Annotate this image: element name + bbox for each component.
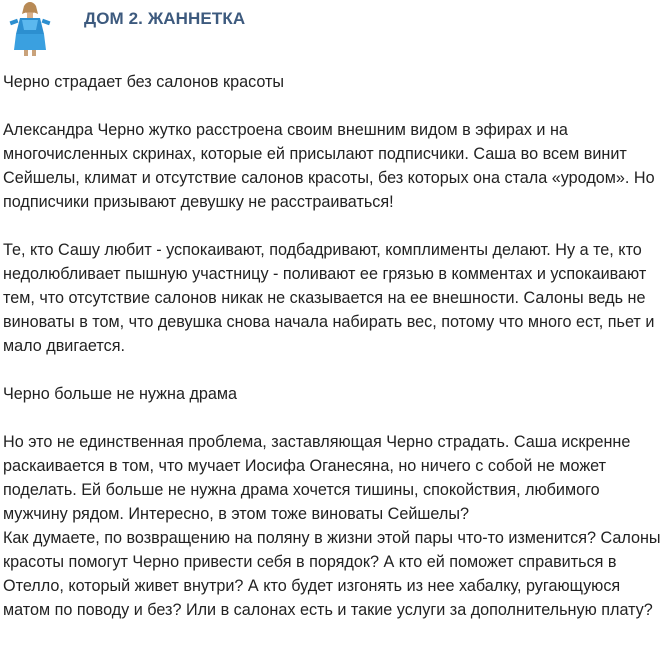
article-paragraph-1: Александра Черно жутко расстроена своим внешним видом в эфирах и на многочисленных скринах, которые ей присылают подписчики. Саша во всем винит Сейшелы, климат и отсутствие салонов красоты, без которых она стала «уродом». Но подписчики призывают девушку не расстраиваться! <box>3 121 655 211</box>
post-header <box>0 0 670 62</box>
channel-avatar[interactable] <box>0 0 60 56</box>
paragraph-gap <box>3 94 667 118</box>
article-heading-1: Черно страдает без салонов красоты <box>3 73 285 91</box>
channel-title[interactable]: ДОМ 2. ЖАННЕТКА <box>84 9 246 28</box>
article-paragraph-4: Как думаете, по возвращению на поляну в жизни этой пары что-то изменится? Салоны красоты помогут Черно привести себя в порядок? А кто ей поможет справиться в Отелло, который живет внутри? А кто будет изгонять из нее хабалку, ругающуюся матом по поводу и без? Или в салонах есть и такие услуги за дополнительную плату? <box>3 529 661 619</box>
article-heading-2: Черно больше не нужна драма <box>3 385 238 403</box>
article-paragraph-3: Но это не единственная проблема, заставляющая Черно страдать. Саша искренне раскаивается в том, что мучает Иосифа Оганесяна, но ничего с собой не может поделать. Ей больше не нужна драма хочется тишины, спокойствия, любимого мужчину рядом. Интересно, в этом тоже виноваты Сейшелы? <box>3 433 631 523</box>
paragraph-gap <box>3 406 667 430</box>
paragraph-gap <box>3 214 667 238</box>
article-body <box>3 70 667 622</box>
paragraph-gap <box>3 358 667 382</box>
article-paragraph-2: Те, кто Сашу любит - успокаивают, подбадривают, комплименты делают. Ну а те, кто недолюбливает пышную участницу - поливают ее грязью в комментах и успокаивают тем, что отсутствие салонов никак не сказывается на ее внешности. Салоны ведь не виноваты в том, что девушка снова начала набирать вес, потому что много ест, пьет и мало двигается. <box>3 241 655 355</box>
